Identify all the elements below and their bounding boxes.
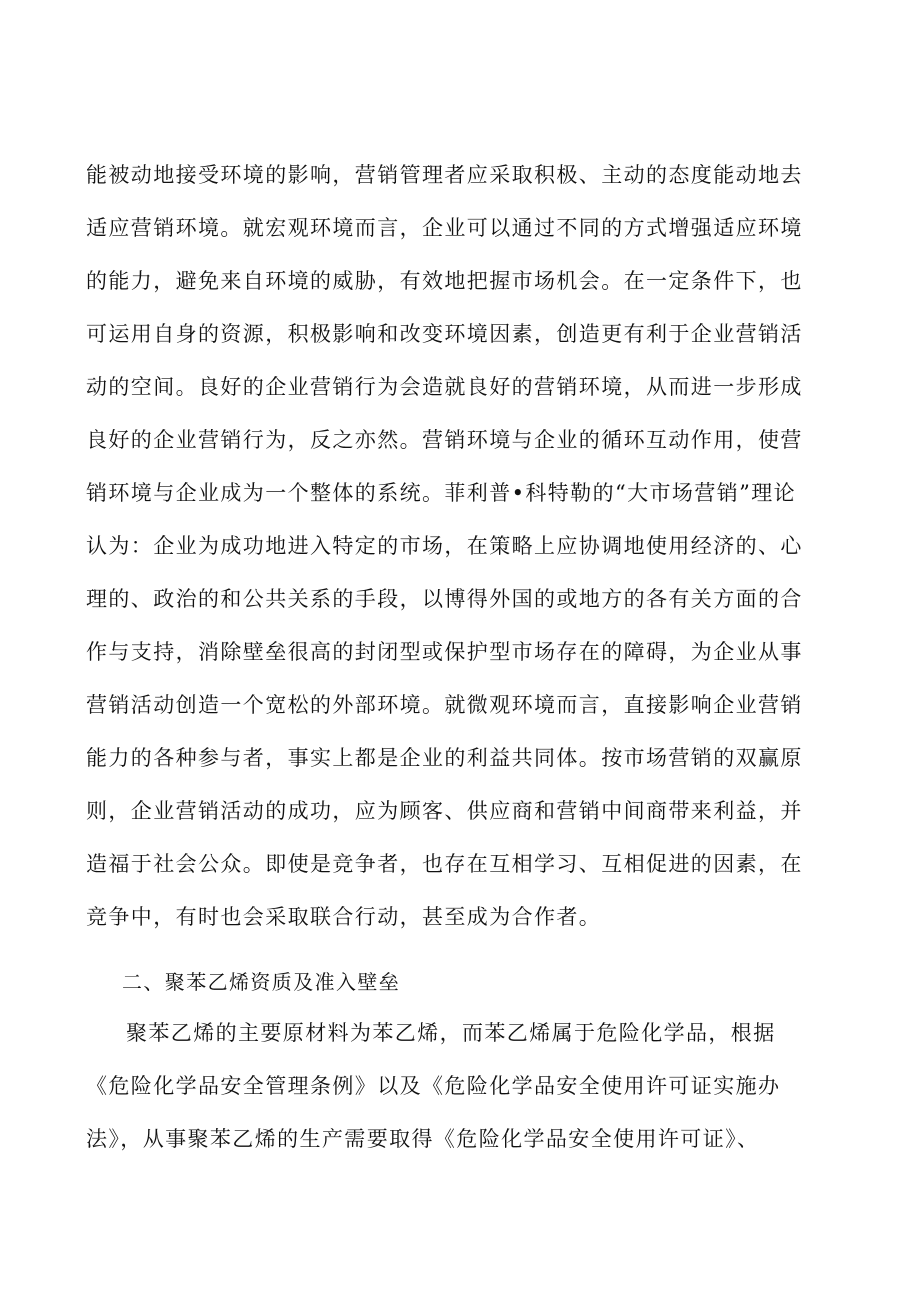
- section-heading: 二、聚苯乙烯资质及准入壁垒: [122, 970, 401, 994]
- body-text-line: 则，企业营销活动的成功，应为顾客、供应商和营销中间商带来利益，并: [86, 799, 803, 823]
- body-text-line: 竞争中，有时也会采取联合行动，甚至成为合作者。: [86, 905, 602, 929]
- body-text-line: 适应营销环境。就宏观环境而言，企业可以通过不同的方式增强适应环境: [86, 216, 803, 240]
- body-text-line: 聚苯乙烯的主要原材料为苯乙烯，而苯乙烯属于危险化学品，根据: [126, 1021, 776, 1045]
- body-text-line: 认为：企业为成功地进入特定的市场，在策略上应协调地使用经济的、心: [86, 534, 803, 558]
- body-text-line: 可运用自身的资源，积极影响和改变环境因素，创造更有利于企业营销活: [86, 322, 803, 346]
- body-text-line: 作与支持，消除壁垒很高的封闭型或保护型市场存在的障碍，为企业从事: [86, 640, 803, 664]
- body-text-line: 营销活动创造一个宽松的外部环境。就微观环境而言，直接影响企业营销: [86, 693, 803, 717]
- body-text-line: 良好的企业营销行为，反之亦然。营销环境与企业的循环互动作用，使营: [86, 428, 803, 452]
- body-text-line: 造福于社会公众。即使是竞争者，也存在互相学习、互相促进的因素，在: [86, 852, 803, 876]
- body-text-line: 法》，从事聚苯乙烯的生产需要取得《危险化学品安全使用许可证》、: [86, 1127, 760, 1151]
- body-text-line: 销环境与企业成为一个整体的系统。菲利普•科特勒的“大市场营销”理论: [86, 481, 797, 505]
- body-text-line: 理的、政治的和公共关系的手段，以博得外国的或地方的各有关方面的合: [86, 587, 803, 611]
- body-text-line: 能被动地接受环境的影响，营销管理者应采取积极、主动的态度能动地去: [86, 163, 803, 187]
- body-text-line: 的能力，避免来自环境的威胁，有效地把握市场机会。在一定条件下，也: [86, 269, 803, 293]
- body-text-line: 动的空间。良好的企业营销行为会造就良好的营销环境，从而进一步形成: [86, 375, 803, 399]
- body-text-line: 能力的各种参与者，事实上都是企业的利益共同体。按市场营销的双赢原: [86, 746, 803, 770]
- body-text-line: 《危险化学品安全管理条例》以及《危险化学品安全使用许可证实施办: [86, 1074, 781, 1098]
